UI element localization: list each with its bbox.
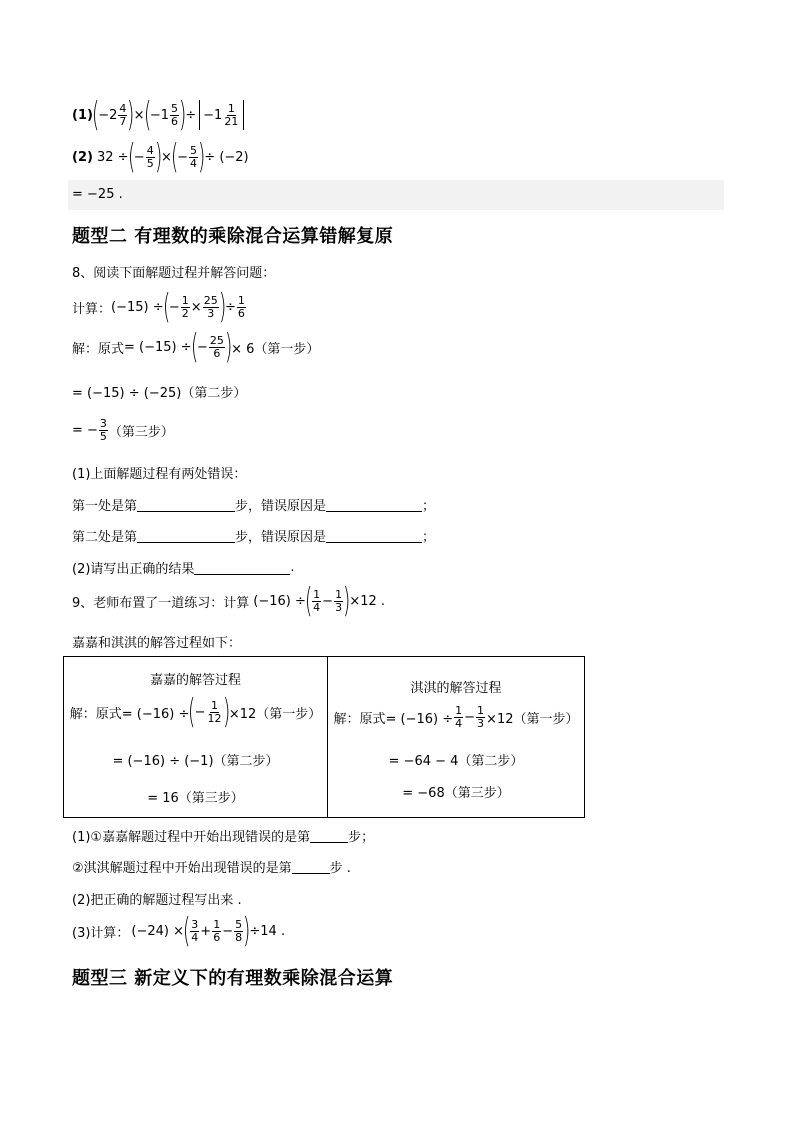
left-step1: 解：原式= (−16) ÷ ( − $\frac{1}{12}$ ) ×12（第一步）	[69, 692, 322, 732]
q9-part2: (2)把正确的解题过程写出来 .	[72, 893, 242, 908]
q8-step2: = (−15) ÷ (−25)（第二步）	[72, 386, 247, 401]
left-step3: = 16（第三步）	[147, 791, 244, 806]
q9-line2: 嘉嘉和淇淇的解答过程如下：	[72, 636, 242, 651]
q9-intro: 9、老师布置了一道练习：计算 (−16) ÷ ( $\frac{1}{4}$ − $\frac{1}{3}$ ) ×12 .	[72, 581, 386, 621]
fraction: $\frac{5}{6}$	[170, 101, 178, 128]
section-2-title: 题型二 有理数的乘除混合运算错解复原	[72, 226, 394, 247]
q9-part1b: ②淇淇解题过程中开始出现错误的是第 步 .	[72, 861, 351, 876]
q8-part2: (2)请写出正确的结果 .	[72, 560, 295, 577]
right-step1: 解：原式= (−16) ÷ $\frac{1}{4}$ − $\frac{1}{3}$ ×12（第一步）	[333, 704, 579, 730]
q9-part1a: (1)①嘉嘉解题过程中开始出现错误的是第 步；	[72, 830, 375, 845]
fraction: $\frac{4}{5}$	[146, 143, 154, 170]
fraction: $\frac{3}{5}$	[99, 417, 107, 443]
problem-label: (2)	[72, 149, 93, 165]
answer-blank[interactable]	[310, 828, 348, 843]
fraction: $\frac{3}{4}$	[191, 917, 199, 944]
problem-2: (2) 32 ÷ ( − $\frac{4}{5}$ ) × ( − $\frac{5}{4}$ ) ÷ (−2)	[72, 137, 249, 177]
fraction: $\frac{1}{3}$	[335, 587, 343, 614]
q8-step1: 解：原式 = (−15) ÷ ( − $\frac{25}{6}$ ) × 6（第一步）	[72, 327, 320, 367]
solutions-table	[63, 656, 585, 818]
fraction: $\frac{1}{6}$	[213, 917, 221, 944]
right-solution-cell	[328, 657, 584, 817]
fraction: $\frac{1}{6}$	[237, 293, 245, 320]
fraction: $\frac{1}{12}$	[207, 698, 222, 725]
fraction: $\frac{25}{3}$	[203, 293, 218, 320]
q8-calc: 计算： (−15) ÷ ( − $\frac{1}{2}$ × $\frac{25}{3}$ ) ÷ $\frac{1}{6}$	[72, 287, 245, 327]
answer-blank[interactable]	[326, 497, 422, 512]
q8-part1: (1)上面解题过程有两处错误：	[72, 467, 247, 482]
q9-part3: (3)计算： (−24) × ( $\frac{3}{4}$ + $\frac{1}{6}$ − $\frac{5}{8}$ ) ÷14 .	[72, 911, 286, 951]
q8-step3: = − $\frac{3}{5}$ （第三步）	[72, 417, 174, 443]
fraction: $\frac{1}{2}$	[181, 293, 189, 320]
fraction: $\frac{1}{4}$	[313, 587, 321, 614]
problem-label: (1)	[72, 107, 93, 123]
section-3-title: 题型三 新定义下的有理数乘除混合运算	[72, 968, 394, 989]
answer-line: = −25 .	[72, 187, 123, 202]
fraction: $\frac{25}{6}$	[209, 333, 224, 360]
right-step2: = −64 − 4（第二步）	[388, 754, 524, 769]
answer-shading	[68, 180, 724, 210]
left-title: 嘉嘉的解答过程	[149, 673, 241, 688]
left-step2: = (−16) ÷ (−1)（第二步）	[112, 754, 279, 769]
answer-blank[interactable]	[137, 497, 235, 512]
answer-blank[interactable]	[137, 528, 235, 543]
fraction: $\frac{1}{21}$	[224, 101, 239, 128]
left-solution-cell	[64, 657, 328, 817]
fraction: $\frac{5}{8}$	[235, 917, 243, 944]
q8-error-1: 第一处是第 步，错误原因是 ；	[72, 499, 436, 514]
fraction: $\frac{1}{4}$	[455, 704, 463, 730]
q8-intro: 8、阅读下面解题过程并解答问题：	[72, 266, 276, 281]
right-step3: = −68（第三步）	[402, 786, 510, 801]
fraction: $\frac{5}{4}$	[190, 143, 198, 170]
answer-blank[interactable]	[194, 560, 290, 575]
answer-blank[interactable]	[326, 528, 422, 543]
right-title: 淇淇的解答过程	[410, 681, 502, 696]
fraction: $\frac{1}{3}$	[477, 704, 485, 730]
q8-error-2: 第二处是第 步，错误原因是 ；	[72, 530, 436, 545]
fraction: $\frac{4}{7}$	[119, 101, 127, 128]
problem-1: (1) ( −2 $\frac{4}{7}$ ) × ( −1 $\frac{5}{6}$ ) ÷ −1 $\frac{1}{21}$	[72, 100, 247, 130]
answer-blank[interactable]	[292, 859, 330, 874]
